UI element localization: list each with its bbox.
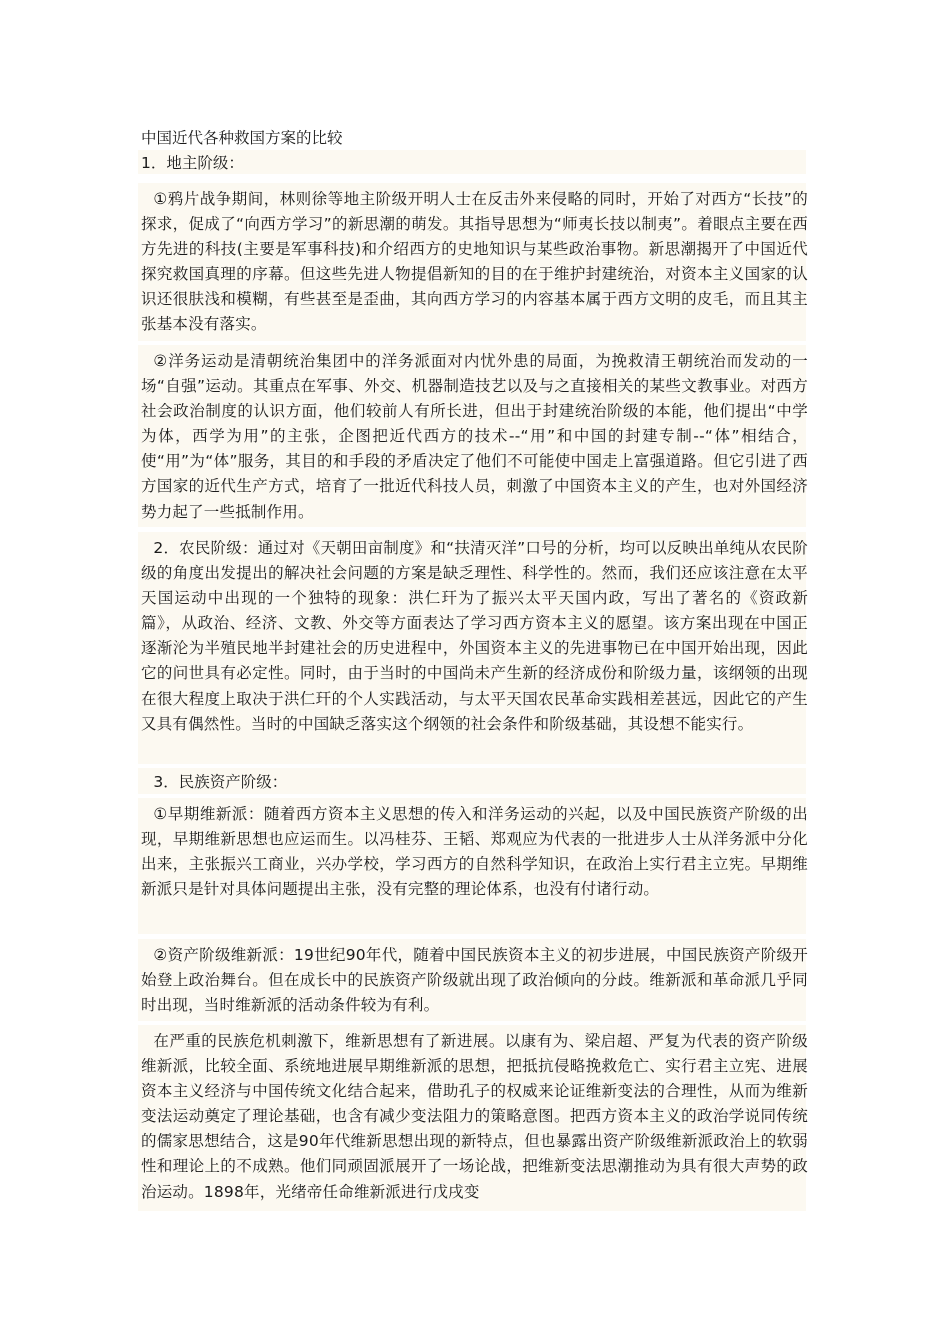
paragraph-landlord-2: ②洋务运动是清朝统治集团中的洋务派面对内忧外患的局面，为挽救清王朝统治而发动的一场“自强”运动。其重点在军事、外交、机器制造技艺以及与之直接相关的某些文教事业。对西方社会政治制度的认识方面，他们较前人有所长进，但出于封建统治阶级的本能，他们提出“中学为体，西学为用”的主张，企图把近代西方的技术--“用”和中国的封建专制--“体”相结合，使“用”为“体”服务，其目的和手段的矛盾决定了他们不可能使中国走上富强道路。但它引进了西方国家的近代生产方式，培育了一批近代科技人员，刺激了中国资本主义的产生，也对外国经济势力起了一些抵制作用。 <box>141 352 808 521</box>
paragraph-landlord-1: ①鸦片战争期间，林则徐等地主阶级开明人士在反击外来侵略的同时，开始了对西方“长技”的探求，促成了“向西方学习”的新思潮的萌发。其指导思想为“师夷长技以制夷”。着眼点主要在西方先进的科技(主要是军事科技)和介绍西方的史地知识与某些政治事物。新思潮揭开了中国近代探究救国真理的序幕。但这些先进人物提倡新知的目的在于维护封建统治，对资本主义国家的认识还很肤浅和模糊，有些甚至是歪曲，其向西方学习的内容基本属于西方文明的皮毛，而且其主张基本没有落实。 <box>141 190 808 334</box>
section-heading-landlord: 1．地主阶级： <box>141 154 244 172</box>
paragraph-peasant: 2．农民阶级：通过对《天朝田亩制度》和“扶清灭洋”口号的分析，均可以反映出单纯从农民阶级的角度出发提出的解决社会问题的方案是缺乏理性、科学性的。然而，我们还应该注意在太平天国运动中出现的一个独特的现象：洪仁玕为了振兴太平天国内政，写出了著名的《资政新篇》，从政治、经济、文教、外交等方面表达了学习西方资本主义的愿望。该方案出现在中国正逐渐沦为半殖民地半封建社会的历史进程中，外国资本主义的先进事物已在中国开始出现，因此它的问世具有必定性。同时，由于当时的中国尚未产生新的经济成份和阶级力量，该纲领的出现在很大程度上取决于洪仁玕的个人实践活动，与太平天国农民革命实践相差甚远，因此它的产生又具有偶然性。当时的中国缺乏落实这个纲领的社会条件和阶级基础，其设想不能实行。 <box>141 539 808 733</box>
paragraph-bourgeois-1: ①早期维新派：随着西方资本主义思想的传入和洋务运动的兴起，以及中国民族资产阶级的出现，早期维新思想也应运而生。以冯桂芬、王韬、郑观应为代表的一批进步人士从洋务派中分化出来，主张振兴工商业，兴办学校，学习西方的自然科学知识，在政治上实行君主立宪。早期维新派只是针对具体问题提出主张，没有完整的理论体系，也没有付诸行动。 <box>141 805 808 899</box>
paragraph-bourgeois-3: 在严重的民族危机刺激下，维新思想有了新进展。以康有为、梁启超、严复为代表的资产阶级维新派，比较全面、系统地进展早期维新派的思想，把抵抗侵略挽救危亡、实行君主立宪、进展资本主义经济与中国传统文化结合起来，借助孔子的权威来论证维新变法的合理性，从而为维新变法运动奠定了理论基础，也含有减少变法阻力的策略意图。把西方资本主义的政治学说同传统的儒家思想结合，这是90年代维新思想出现的新特点，但也暴露出资产阶级维新派政治上的软弱性和理论上的不成熟。他们同顽固派展开了一场论战，把维新变法思潮推动为具有很大声势的政治运动。1898年，光绪帝任命维新派进行戊戌变 <box>141 1032 808 1201</box>
paragraph-bourgeois-2: ②资产阶级维新派：19世纪90年代，随着中国民族资本主义的初步进展，中国民族资产阶级开始登上政治舞台。但在成长中的民族资产阶级就出现了政治倾向的分歧。维新派和革命派几乎同时出现，当时维新派的活动条件较为有利。 <box>141 946 808 1015</box>
section-heading-bourgeois: 3．民族资产阶级： <box>153 773 288 791</box>
document-title: 中国近代各种救国方案的比较 <box>141 129 343 147</box>
